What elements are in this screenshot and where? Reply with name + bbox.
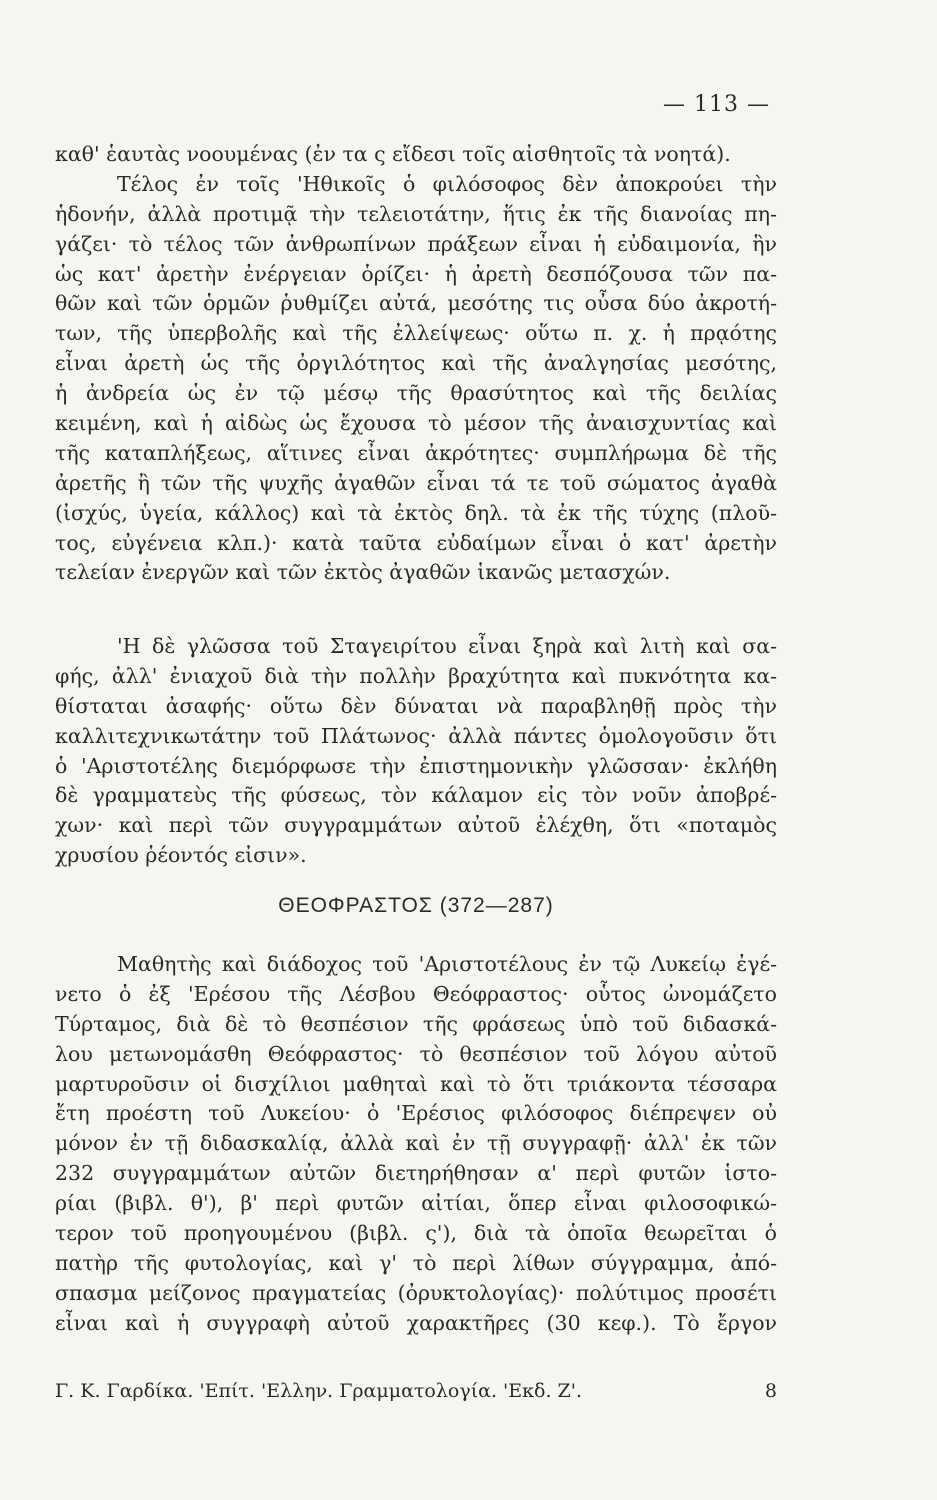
- text-line: Τύρταμος, διὰ δὲ τὸ θεσπέσιον τῆς φράσεως ὑπὸ τοῦ διδασκά-: [55, 1011, 777, 1036]
- text-line: ἔτη προέστη τοῦ Λυκείου· ὁ 'Ερέσιος φιλόσοφος διέπρεψεν οὐ: [55, 1101, 777, 1126]
- text-line: εἶναι καὶ ἡ συγγραφὴ αὐτοῦ χαρακτῆρες (30 κεφ.). Τὸ ἔργον: [55, 1310, 777, 1335]
- text-line: ἡ ἀνδρεία ὡς ἐν τῷ μέσῳ τῆς θρασύτητος καὶ τῆς δειλίας: [55, 381, 777, 406]
- text-line: Τέλος ἐν τοῖς 'Ηθικοῖς ὁ φιλόσοφος δὲν ἀποκρούει τὴν: [117, 171, 777, 196]
- text-line: ἀρετῆς ἢ τῶν τῆς ψυχῆς ἀγαθῶν εἶναι τά τε τοῦ σώματος ἀγαθὰ: [55, 470, 777, 495]
- text-line: μαρτυροῦσιν οἱ δισχίλιοι μαθηταὶ καὶ τὸ ὅτι τριάκοντα τέσσαρα: [55, 1071, 777, 1096]
- text-line: σπασμα μείζονος πραγματείας (ὀρυκτολογίας)· πολύτιμος προσέτι: [55, 1280, 777, 1305]
- text-line: τερον τοῦ προηγουμένου (βιβλ. ς'), διὰ τὰ ὁποῖα θεωρεῖται ὁ: [55, 1221, 777, 1246]
- text-line: χων· καὶ περὶ τῶν συγγραμμάτων αὐτοῦ ἐλέχθη, ὅτι «ποταμὸς: [55, 813, 777, 838]
- text-line: λου μετωνομάσθη Θεόφραστος· τὸ θεσπέσιον τοῦ λόγου αὐτοῦ: [55, 1041, 777, 1066]
- text-line: γάζει· τὸ τέλος τῶν ἀνθρωπίνων πράξεων εἶναι ἡ εὐδαιμονία, ἣν: [55, 231, 777, 256]
- paragraph-theophrastus: [55, 950, 777, 1339]
- text-line: εἶναι ἀρετὴ ὡς τῆς ὀργιλότητος καὶ τῆς ἀναλγησίας μεσότης,: [55, 351, 777, 376]
- page-footer: [55, 1380, 777, 1402]
- text-line: κειμένη, καὶ ἡ αἰδὼς ὡς ἔχουσα τὸ μέσον τῆς ἀναισχυντίας καὶ: [55, 411, 777, 436]
- text-line: θῶν καὶ τῶν ὁρμῶν ῥυθμίζει αὐτά, μεσότης τις οὖσα δύο ἀκροτή-: [55, 291, 777, 316]
- text-line: δὲ γραμματεὺς τῆς φύσεως, τὸν κάλαμον εἰς τὸν νοῦν ἀποβρέ-: [55, 783, 777, 808]
- text-line: των, τῆς ὑπερβολῆς καὶ τῆς ἐλλείψεως· οὕτω π. χ. ἡ πρᾳότης: [55, 321, 777, 346]
- text-line: μόνον ἐν τῇ διδασκαλίᾳ, ἀλλὰ καὶ ἐν τῇ συγγραφῇ· ἀλλ' ἐκ τῶν: [55, 1131, 777, 1156]
- text-line: καλλιτεχνικωτάτην τοῦ Πλάτωνος· ἀλλὰ πάντες ὁμολογοῦσιν ὅτι: [55, 723, 777, 748]
- section-heading: ΘΕΟΦΡΑΣΤΟΣ (372—287): [278, 894, 554, 917]
- text-line: ρίαι (βιβλ. θ'), β' περὶ φυτῶν αἰτίαι, ὅπερ εἶναι φιλοσοφικώ-: [55, 1191, 777, 1216]
- text-line: τῆς καταπλήξεως, αἵτινες εἶναι ἀκρότητες· συμπλήρωμα δὲ τῆς: [55, 440, 777, 465]
- text-line: ὡς κατ' ἀρετὴν ἐνέργειαν ὁρίζει· ἡ ἀρετὴ δεσπόζουσα τῶν πα-: [55, 261, 777, 286]
- text-line: Μαθητὴς καὶ διάδοχος τοῦ 'Αριστοτέλους ἐν τῷ Λυκείῳ ἐγέ-: [117, 952, 777, 976]
- text-line: ὁ 'Αριστοτέλης διεμόρφωσε τὴν ἐπιστημονικὴν γλῶσσαν· ἐκλήθη: [55, 753, 777, 778]
- text-line: ἡδονήν, ἀλλὰ προτιμᾷ τὴν τελειοτάτην, ἥτις ἐκ τῆς διανοίας πη-: [55, 201, 777, 226]
- text-line: τος, εὐγένεια κλπ.)· κατὰ ταῦτα εὐδαίμων εἶναι ὁ κατ' ἀρετὴν: [55, 530, 777, 555]
- text-line: φής, ἀλλ' ἐνιαχοῦ διὰ τὴν πολλὴν βραχύτητα καὶ πυκνότητα κα-: [55, 663, 777, 688]
- text-line: πατὴρ τῆς φυτολογίας, καὶ γ' τὸ περὶ λίθων σύγγραμμα, ἀπό-: [55, 1250, 777, 1275]
- footer-citation: Γ. Κ. Γαρδίκα. 'Επίτ. 'Ελλην. Γραμματολογία. 'Εκδ. Ζ'.: [55, 1380, 583, 1402]
- text-line: χρυσίου ῥέοντός εἰσιν».: [55, 843, 307, 868]
- paragraph-ethics: [55, 140, 777, 588]
- text-line: 'Η δὲ γλῶσσα τοῦ Σταγειρίτου εἶναι ξηρὰ καὶ λιτὴ καὶ σα-: [117, 634, 777, 658]
- signature-number: 8: [764, 1380, 777, 1402]
- paragraph-language: [55, 632, 777, 871]
- text-line: τελείαν ἐνεργῶν καὶ τῶν ἐκτὸς ἀγαθῶν ἱκανῶς μετασχών.: [55, 560, 671, 585]
- text-line: 232 συγγραμμάτων αὐτῶν διετηρήθησαν α' περὶ φυτῶν ἱστο-: [55, 1161, 777, 1186]
- text-line: (ἰσχύς, ὑγεία, κάλλος) καὶ τὰ ἐκτὸς δηλ. τὰ ἐκ τῆς τύχης (πλοῦ-: [55, 500, 777, 525]
- text-line: θίσταται ἀσαφής· οὕτω δὲν δύναται νὰ παραβληθῇ πρὸς τὴν: [55, 693, 777, 718]
- text-line: νετο ὁ ἐξ 'Ερέσου τῆς Λέσβου Θεόφραστος· οὗτος ὠνομάζετο: [55, 981, 777, 1006]
- text-line: καθ' ἑαυτὰς νοουμένας (ἐν τα ς εἴδεσι τοῖς αἰσθητοῖς τὰ νοητά).: [55, 142, 731, 166]
- page-number: — 113 —: [663, 92, 770, 117]
